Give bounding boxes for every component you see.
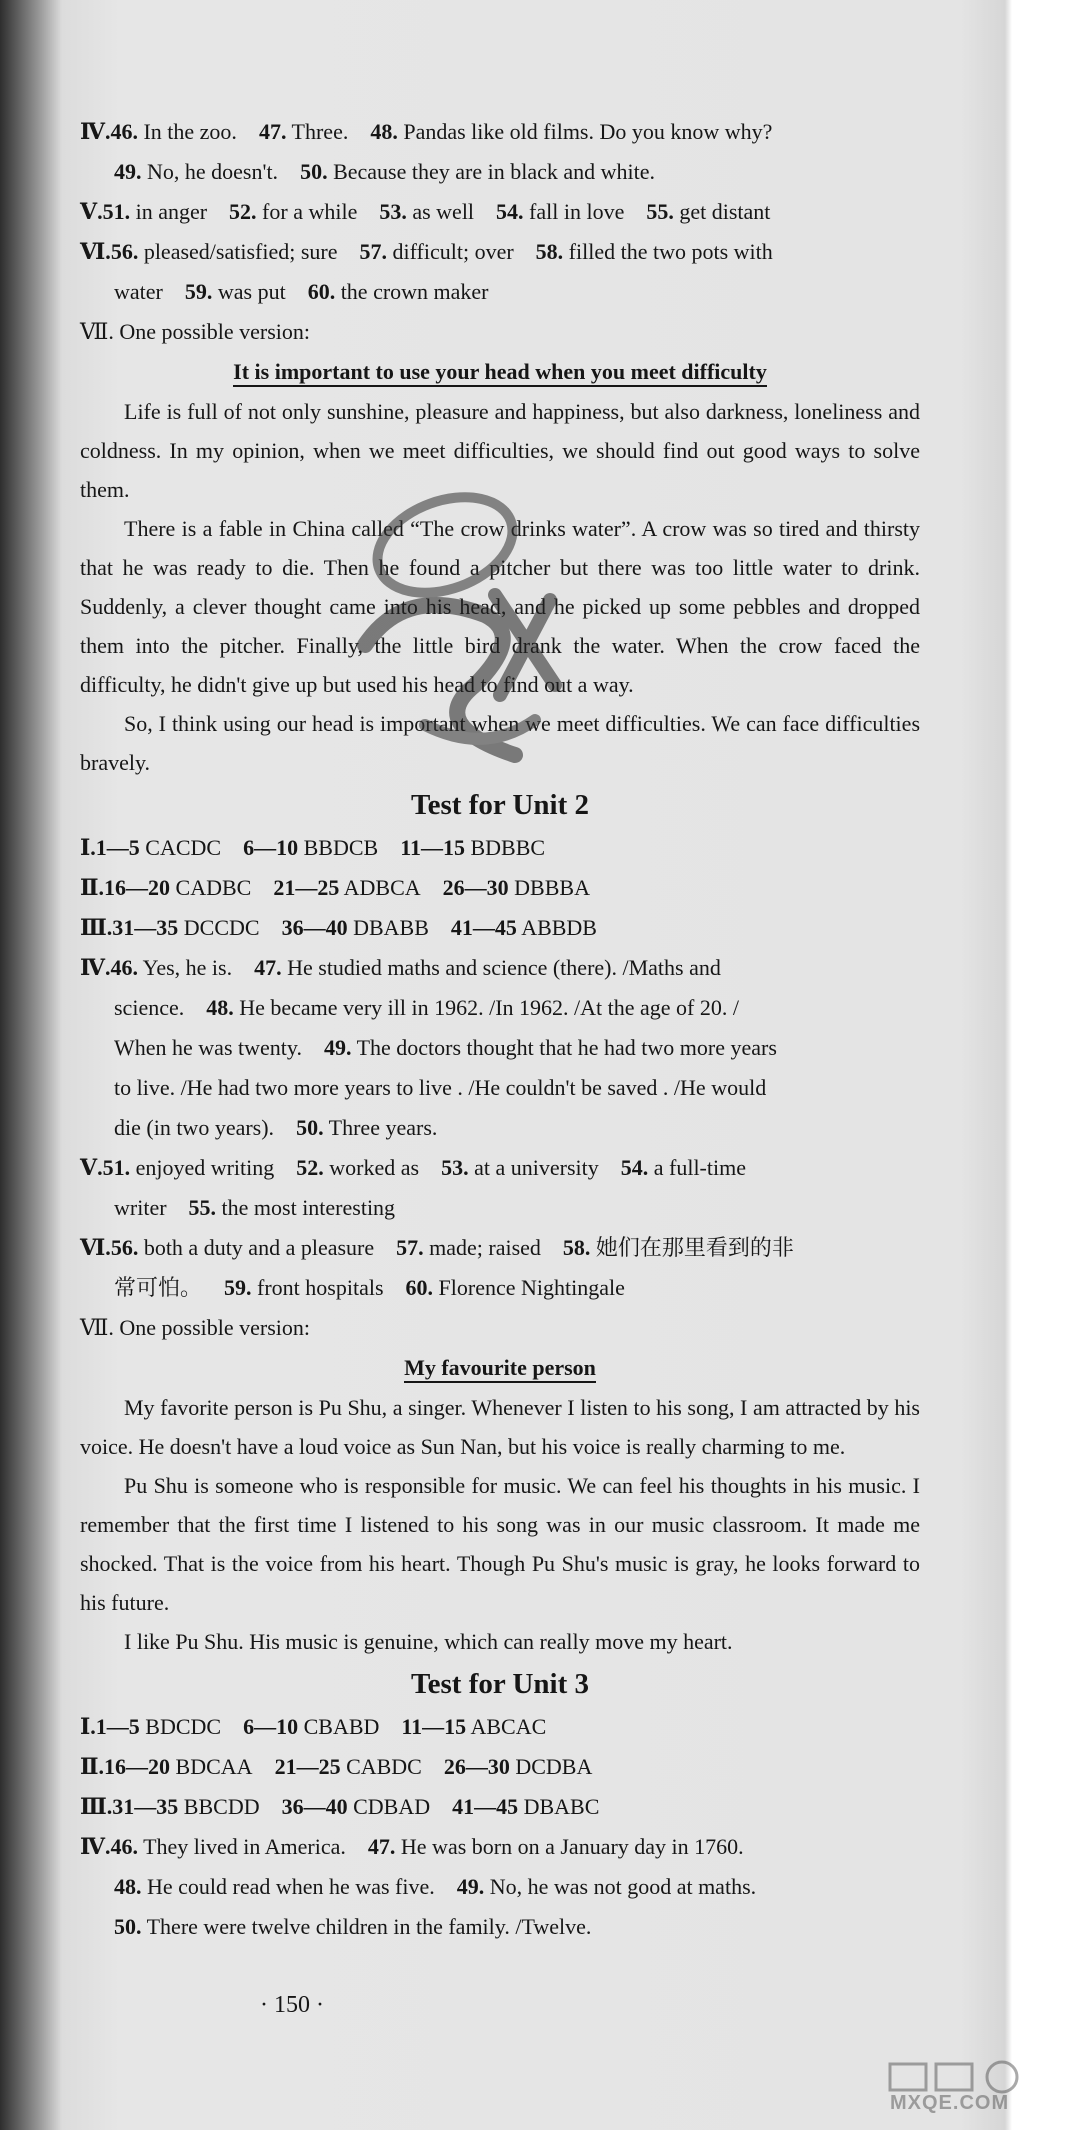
question-number: 58. xyxy=(562,1235,591,1260)
question-number: 55. xyxy=(188,1195,217,1220)
answer-text: BBDCB xyxy=(303,835,379,860)
question-number: 41—45 xyxy=(452,1794,519,1819)
answer-line xyxy=(80,1028,920,1068)
question-number: 56. xyxy=(110,239,139,264)
answer-text: die (in two years). xyxy=(114,1115,275,1140)
section-numeral: Ⅱ. xyxy=(80,1754,105,1779)
question-number: 50. xyxy=(296,1115,324,1140)
answer-text: He was born on a January day in 1760. xyxy=(400,1834,744,1859)
answer-line xyxy=(80,1787,920,1827)
answer-text: DBABB xyxy=(353,915,429,940)
essay-title xyxy=(80,352,920,392)
answer-line xyxy=(80,1108,920,1148)
answer-text: front hospitals xyxy=(257,1275,384,1300)
question-number: 48. xyxy=(206,995,234,1020)
question-number: 52. xyxy=(296,1155,324,1180)
question-number: 11—15 xyxy=(401,1714,467,1739)
question-number: 60. xyxy=(405,1275,434,1300)
question-number: 16—20 xyxy=(104,1754,171,1779)
essay-paragraph: I like Pu Shu. His music is genuine, which can really move my heart. xyxy=(124,1629,733,1654)
question-number: 6—10 xyxy=(243,1714,299,1739)
site-logo xyxy=(880,2058,1030,2124)
answer-text: BDCDC xyxy=(145,1714,222,1739)
section-numeral: Ⅳ. xyxy=(80,119,111,144)
question-number: 16—20 xyxy=(104,875,171,900)
answer-text: made; raised xyxy=(429,1235,541,1260)
answer-text: science. xyxy=(114,995,185,1020)
section-numeral: Ⅴ. xyxy=(80,199,103,224)
question-number: 51. xyxy=(102,199,131,224)
answer-text: fall in love xyxy=(529,199,625,224)
answer-line xyxy=(80,152,920,192)
question-number: 47. xyxy=(254,955,282,980)
answer-text: Three years. xyxy=(328,1115,438,1140)
answer-text: at a university xyxy=(474,1155,599,1180)
answer-line xyxy=(80,1228,920,1268)
answer-text: In the zoo. xyxy=(143,119,237,144)
question-number: 51. xyxy=(102,1155,131,1180)
answer-text: DBBBA xyxy=(514,875,590,900)
question-number: 48. xyxy=(114,1874,142,1899)
answer-text: a full-time xyxy=(653,1155,746,1180)
section-numeral: Ⅰ. xyxy=(80,835,96,860)
answer-text: No, he doesn't. xyxy=(147,159,279,184)
section-numeral: Ⅲ. xyxy=(80,1794,113,1819)
section-numeral: Ⅲ. xyxy=(80,915,113,940)
answer-text: to live. /He had two more years to live . /He couldn't be saved . /He would xyxy=(114,1075,767,1100)
question-number: 46. xyxy=(110,119,138,144)
question-number: 11—15 xyxy=(400,835,465,860)
answer-line xyxy=(80,1747,920,1787)
answer-text: worked as xyxy=(329,1155,420,1180)
answer-text: filled the two pots with xyxy=(568,239,773,264)
answer-text: water xyxy=(114,279,163,304)
section-numeral: Ⅱ. xyxy=(80,875,105,900)
answer-text: Pandas like old films. Do you know why? xyxy=(403,119,773,144)
question-number: 49. xyxy=(456,1874,485,1899)
answer-line xyxy=(80,192,920,232)
question-number: 36—40 xyxy=(281,1794,348,1819)
section-numeral: Ⅳ. xyxy=(80,955,111,980)
question-number: 53. xyxy=(441,1155,469,1180)
question-number: 60. xyxy=(307,279,336,304)
answer-text: Because they are in black and white. xyxy=(333,159,655,184)
question-number: 53. xyxy=(379,199,407,224)
section-numeral: Ⅵ. xyxy=(80,1235,111,1260)
question-number: 47. xyxy=(367,1834,396,1859)
question-number: 31—35 xyxy=(112,915,179,940)
question-number: 21—25 xyxy=(274,1754,341,1779)
answer-text: the most interesting xyxy=(221,1195,396,1220)
question-number: 41—45 xyxy=(450,915,517,940)
question-number: 56. xyxy=(110,1235,139,1260)
essay-title-text: It is important to use your head when you meet difficulty xyxy=(233,359,767,387)
answer-text: the crown maker xyxy=(340,279,489,304)
question-number: 50. xyxy=(300,159,328,184)
question-number: 36—40 xyxy=(281,915,348,940)
answer-text: No, he was not good at maths. xyxy=(489,1874,757,1899)
answer-text: There were twelve children in the family. /Twelve. xyxy=(146,1914,592,1939)
answer-line xyxy=(80,1827,920,1867)
question-number: 6—10 xyxy=(243,835,299,860)
answer-line xyxy=(80,1148,920,1188)
answer-line xyxy=(80,1188,920,1228)
answer-text: in anger xyxy=(135,199,208,224)
answer-line xyxy=(80,988,920,1028)
answer-text: He studied maths and science (there). /Maths and xyxy=(287,955,721,980)
question-number: 59. xyxy=(184,279,213,304)
page-number: · 150 · xyxy=(260,1992,324,2018)
answer-text: ADBCA xyxy=(343,875,421,900)
answer-text: writer xyxy=(114,1195,167,1220)
question-number: 59. xyxy=(224,1275,252,1300)
answer-line xyxy=(80,112,920,152)
answer-text: They lived in America. xyxy=(143,1834,346,1859)
question-number: 58. xyxy=(535,239,564,264)
answer-key-page xyxy=(80,112,920,1947)
answer-text: BDCAA xyxy=(175,1754,253,1779)
section-numeral: Ⅰ. xyxy=(80,1714,96,1739)
question-number: 49. xyxy=(323,1035,352,1060)
question-number: 54. xyxy=(620,1155,649,1180)
answer-text: 她们在那里看到的非 xyxy=(595,1235,794,1260)
answer-line xyxy=(80,272,920,312)
answer-line xyxy=(80,1907,920,1947)
answer-text: difficult; over xyxy=(392,239,514,264)
answer-text: ABBDB xyxy=(521,915,597,940)
answer-line xyxy=(80,1707,920,1747)
version-label: Ⅶ. One possible version: xyxy=(80,1315,311,1340)
question-number: 55. xyxy=(646,199,674,224)
answer-text: When he was twenty. xyxy=(114,1035,302,1060)
section-numeral: Ⅴ. xyxy=(80,1155,103,1180)
answer-line xyxy=(80,1867,920,1907)
answer-text: both a duty and a pleasure xyxy=(143,1235,375,1260)
answer-text: Three. xyxy=(291,119,349,144)
answer-text: CADBC xyxy=(175,875,252,900)
answer-text: CBABD xyxy=(303,1714,380,1739)
answer-text: BBCDD xyxy=(183,1794,260,1819)
question-number: 49. xyxy=(114,159,142,184)
question-number: 46. xyxy=(110,955,138,980)
essay-paragraph: Life is full of not only sunshine, pleasure and happiness, but also darkness, loneliness and coldness. In my opinion, when we meet difficulties, we should find out good ways to solve them. xyxy=(80,399,920,502)
section-numeral: Ⅳ. xyxy=(80,1834,111,1859)
answer-line xyxy=(80,1068,920,1108)
question-number: 46. xyxy=(110,1834,138,1859)
answer-text: for a while xyxy=(262,199,358,224)
question-number: 47. xyxy=(258,119,287,144)
answer-line xyxy=(80,908,920,948)
answer-text: DBABC xyxy=(523,1794,600,1819)
answer-text: He could read when he was five. xyxy=(147,1874,435,1899)
section-heading-unit-3: Test for Unit 3 xyxy=(410,1668,590,1700)
answer-text: CABDC xyxy=(346,1754,422,1779)
question-number: 26—30 xyxy=(442,875,509,900)
answer-text: DCCDC xyxy=(183,915,260,940)
question-number: 1—5 xyxy=(95,1714,140,1739)
essay-title xyxy=(80,1348,920,1388)
essay-paragraph: There is a fable in China called “The crow drinks water”. A crow was so tired and thirsty that he was ready to die. Then he found a pitcher but there was too little water to drink. Suddenly, a clever thought came into his head, and he picked up some pebbles and dropped them into the pitcher. Finally, the little bird drank the water. When the crow faced the difficulty, he didn't give up but used his head to find out a way. xyxy=(80,516,920,697)
answer-text: get distant xyxy=(679,199,771,224)
essay-paragraph: Pu Shu is someone who is responsible for music. We can feel his thoughts in his music. I remember that the first time I listened to his song was in our music classroom. It made me shocked. That is the voice from his heart. Though Pu Shu's music is gray, he looks forward to his future. xyxy=(80,1473,920,1615)
question-number: 54. xyxy=(496,199,524,224)
question-number: 50. xyxy=(114,1914,142,1939)
answer-text: CACDC xyxy=(145,835,222,860)
question-number: 26—30 xyxy=(443,1754,510,1779)
page-margin xyxy=(1012,0,1080,2130)
question-number: 52. xyxy=(229,199,257,224)
answer-text: pleased/satisfied; sure xyxy=(143,239,338,264)
version-label: Ⅶ. One possible version: xyxy=(80,319,311,344)
question-number: 31—35 xyxy=(112,1794,179,1819)
answer-line xyxy=(80,232,920,272)
answer-text: DCDBA xyxy=(515,1754,593,1779)
question-number: 57. xyxy=(359,239,387,264)
answer-line xyxy=(80,868,920,908)
question-number: 48. xyxy=(370,119,398,144)
site-logo-text: MXQE.COM xyxy=(890,2092,1010,2114)
answer-line xyxy=(80,1268,920,1308)
essay-paragraph: My favorite person is Pu Shu, a singer. Whenever I listen to his song, I am attracted by his voice. He doesn't have a loud voice as Sun Nan, but his voice is really charming to me. xyxy=(80,1395,920,1459)
answer-text: ABCAC xyxy=(470,1714,547,1739)
section-heading-unit-2: Test for Unit 2 xyxy=(410,789,590,821)
answer-text: Florence Nightingale xyxy=(438,1275,625,1300)
answer-line xyxy=(80,948,920,988)
answer-text: 常可怕。 xyxy=(114,1275,203,1300)
answer-text: He became very ill in 1962. /In 1962. /At the age of 20. / xyxy=(239,995,739,1020)
answer-line xyxy=(80,828,920,868)
answer-text: as well xyxy=(412,199,475,224)
essay-paragraph: So, I think using our head is important when we meet difficulties. We can face difficulties bravely. xyxy=(80,711,920,775)
answer-text: enjoyed writing xyxy=(135,1155,275,1180)
answer-text: BDBBC xyxy=(470,835,546,860)
answer-text: CDBAD xyxy=(353,1794,431,1819)
answer-text: was put xyxy=(217,279,286,304)
answer-text: Yes, he is. xyxy=(142,955,233,980)
section-numeral: Ⅵ. xyxy=(80,239,111,264)
question-number: 1—5 xyxy=(95,835,140,860)
question-number: 57. xyxy=(396,1235,424,1260)
essay-title-text: My favourite person xyxy=(404,1355,596,1383)
answer-text: The doctors thought that he had two more years xyxy=(356,1035,777,1060)
question-number: 21—25 xyxy=(273,875,340,900)
